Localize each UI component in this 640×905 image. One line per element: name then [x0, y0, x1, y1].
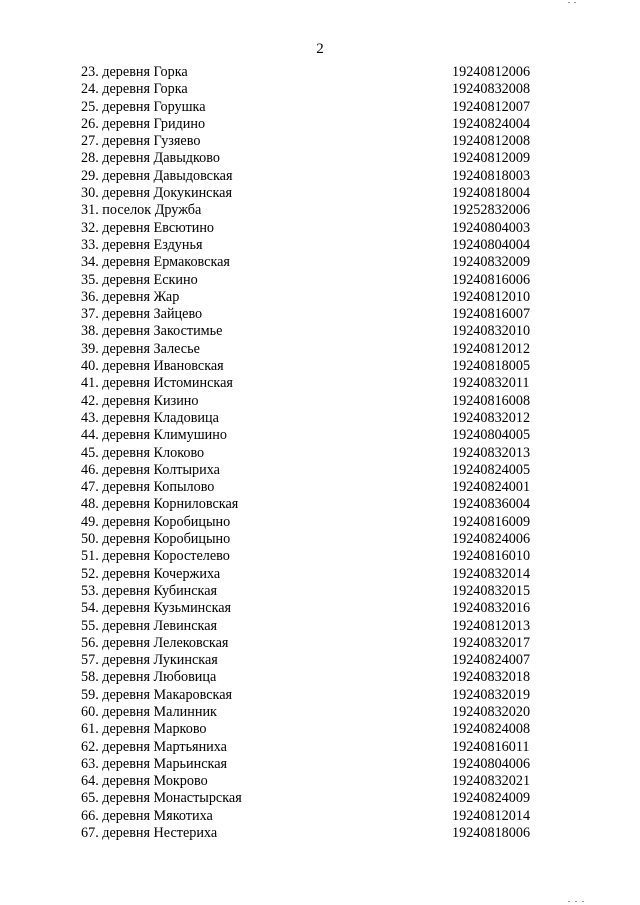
settlement-name: 50. деревня Коробицыно	[81, 531, 231, 548]
settlement-name: 62. деревня Мартьяниха	[81, 738, 227, 755]
settlement-name: 60. деревня Малинник	[81, 703, 217, 720]
list-row	[0, 116, 640, 133]
settlement-code: 19252832006	[452, 202, 531, 219]
settlement-code: 19240832017	[452, 634, 531, 651]
settlement-code: 19240816007	[452, 306, 531, 323]
settlement-code: 19240812013	[452, 617, 531, 634]
settlement-code: 19240804005	[452, 427, 531, 444]
settlement-code: 19240832018	[452, 669, 531, 686]
settlement-name: 40. деревня Ивановская	[81, 358, 224, 375]
settlement-code: 19240816008	[452, 392, 531, 409]
settlement-name: 61. деревня Марково	[81, 721, 207, 738]
settlement-name: 26. деревня Гридино	[81, 115, 206, 132]
list-row	[0, 358, 640, 375]
settlement-name: 59. деревня Макаровская	[81, 686, 233, 703]
settlement-name: 29. деревня Давыдовская	[81, 167, 233, 184]
settlement-name: 49. деревня Коробицыно	[81, 513, 231, 530]
list-row	[0, 531, 640, 548]
scan-artifact	[582, 901, 584, 902]
settlement-code: 19240816006	[452, 271, 531, 288]
list-row	[0, 289, 640, 306]
settlement-name: 42. деревня Кизино	[81, 392, 199, 409]
list-row	[0, 652, 640, 669]
settlement-name: 31. поселок Дружба	[81, 202, 202, 219]
settlement-name: 45. деревня Клоково	[81, 444, 205, 461]
list-row	[0, 721, 640, 738]
settlement-name: 56. деревня Лелековская	[81, 634, 229, 651]
settlement-code: 19240824007	[452, 652, 531, 669]
settlement-name: 24. деревня Горка	[81, 81, 188, 98]
settlement-name: 35. деревня Ескино	[81, 271, 198, 288]
settlement-code: 19240824005	[452, 461, 531, 478]
list-row	[0, 220, 640, 237]
settlement-name: 33. деревня Ездунья	[81, 236, 203, 253]
scan-artifact	[575, 901, 577, 902]
settlement-code: 19240818004	[452, 185, 531, 202]
settlement-name: 30. деревня Докукинская	[81, 185, 232, 202]
list-row	[0, 739, 640, 756]
settlement-name: 41. деревня Истоминская	[81, 375, 233, 392]
settlement-name: 54. деревня Кузьминская	[81, 600, 232, 617]
list-row	[0, 462, 640, 479]
list-row	[0, 133, 640, 150]
settlement-code: 19240836004	[452, 496, 531, 513]
settlement-name: 32. деревня Евсютино	[81, 219, 215, 236]
settlement-code: 19240832019	[452, 686, 531, 703]
settlement-code: 19240832014	[452, 565, 531, 582]
settlement-code: 19240832016	[452, 600, 531, 617]
settlement-name: 34. деревня Ермаковская	[81, 254, 230, 271]
settlement-code: 19240824001	[452, 479, 531, 496]
list-row	[0, 254, 640, 271]
list-row	[0, 583, 640, 600]
settlement-code: 19240832021	[452, 773, 531, 790]
list-row	[0, 600, 640, 617]
settlement-name: 63. деревня Марьинская	[81, 755, 228, 772]
settlement-name: 46. деревня Колтыриха	[81, 461, 220, 478]
list-row	[0, 687, 640, 704]
settlement-code: 19240812010	[452, 288, 531, 305]
list-row	[0, 375, 640, 392]
settlement-code: 19240804004	[452, 236, 531, 253]
scan-artifact	[568, 2, 570, 3]
scan-artifact	[574, 2, 576, 3]
list-row	[0, 496, 640, 513]
settlement-name: 27. деревня Гузяево	[81, 133, 201, 150]
settlement-code: 19240804006	[452, 755, 531, 772]
settlement-name: 37. деревня Зайцево	[81, 306, 203, 323]
list-row	[0, 773, 640, 790]
list-row	[0, 790, 640, 807]
list-row	[0, 168, 640, 185]
settlement-name: 39. деревня Залесье	[81, 340, 200, 357]
settlement-name: 57. деревня Лукинская	[81, 652, 218, 669]
settlement-code: 19240832013	[452, 444, 531, 461]
list-row	[0, 410, 640, 427]
settlement-name: 23. деревня Горка	[81, 64, 188, 80]
list-row	[0, 808, 640, 825]
settlement-code: 19240812012	[452, 340, 531, 357]
settlement-code: 19240832012	[452, 409, 531, 426]
list-row	[0, 150, 640, 167]
settlement-name: 28. деревня Давыдково	[81, 150, 220, 167]
settlement-name: 66. деревня Мякотиха	[81, 807, 213, 824]
settlement-code: 19240818006	[452, 825, 531, 842]
settlement-code: 19240832020	[452, 703, 531, 720]
settlement-code: 19240812009	[452, 150, 531, 167]
settlement-code: 19240832010	[452, 323, 531, 340]
settlement-name: 25. деревня Горушка	[81, 98, 206, 115]
list-row	[0, 99, 640, 116]
list-row	[0, 272, 640, 289]
settlement-code: 19240816009	[452, 513, 531, 530]
settlement-code: 19240824008	[452, 721, 531, 738]
settlement-name: 44. деревня Климушино	[81, 427, 227, 444]
list-row	[0, 479, 640, 496]
settlement-code: 19240816010	[452, 548, 531, 565]
settlement-code: 19240832009	[452, 254, 531, 271]
settlement-name: 51. деревня Коростелево	[81, 548, 230, 565]
settlement-code: 19240804003	[452, 219, 531, 236]
list-row	[0, 669, 640, 686]
settlement-list	[0, 64, 640, 842]
settlement-name: 55. деревня Левинская	[81, 617, 218, 634]
settlement-code: 19240812014	[452, 807, 531, 824]
list-row	[0, 618, 640, 635]
list-row	[0, 825, 640, 842]
settlement-code: 19240824009	[452, 790, 531, 807]
list-row	[0, 514, 640, 531]
list-row	[0, 341, 640, 358]
list-row	[0, 566, 640, 583]
list-row	[0, 237, 640, 254]
settlement-code: 19240818003	[452, 167, 531, 184]
settlement-code: 19240812008	[452, 133, 531, 150]
settlement-code: 19240832015	[452, 582, 531, 599]
list-row	[0, 445, 640, 462]
settlement-name: 53. деревня Кубинская	[81, 582, 218, 599]
settlement-name: 58. деревня Любовица	[81, 669, 217, 686]
scan-artifact	[568, 901, 570, 902]
settlement-code: 19240832008	[452, 81, 531, 98]
list-row	[0, 635, 640, 652]
list-row	[0, 81, 640, 98]
settlement-name: 67. деревня Нестериха	[81, 825, 218, 842]
settlement-name: 64. деревня Мокрово	[81, 773, 208, 790]
list-row	[0, 427, 640, 444]
settlement-name: 52. деревня Кочержиха	[81, 565, 221, 582]
settlement-name: 47. деревня Копылово	[81, 479, 215, 496]
settlement-code: 19240824004	[452, 115, 531, 132]
settlement-code: 19240824006	[452, 531, 531, 548]
list-row	[0, 323, 640, 340]
list-row	[0, 393, 640, 410]
settlement-code: 19240832011	[452, 375, 530, 392]
list-row	[0, 704, 640, 721]
settlement-name: 43. деревня Кладовица	[81, 409, 219, 426]
list-row	[0, 756, 640, 773]
list-row	[0, 548, 640, 565]
settlement-code: 19240812007	[452, 98, 531, 115]
settlement-code: 19240816011	[452, 738, 530, 755]
settlement-name: 38. деревня Закостимье	[81, 323, 223, 340]
list-row	[0, 306, 640, 323]
page-number: 2	[316, 41, 324, 57]
settlement-name: 48. деревня Корниловская	[81, 496, 239, 513]
settlement-code: 19240812006	[452, 64, 531, 80]
list-row	[0, 202, 640, 219]
settlement-name: 36. деревня Жар	[81, 288, 180, 305]
list-row	[0, 64, 640, 81]
settlement-name: 65. деревня Монастырская	[81, 790, 242, 807]
settlement-code: 19240818005	[452, 358, 531, 375]
list-row	[0, 185, 640, 202]
